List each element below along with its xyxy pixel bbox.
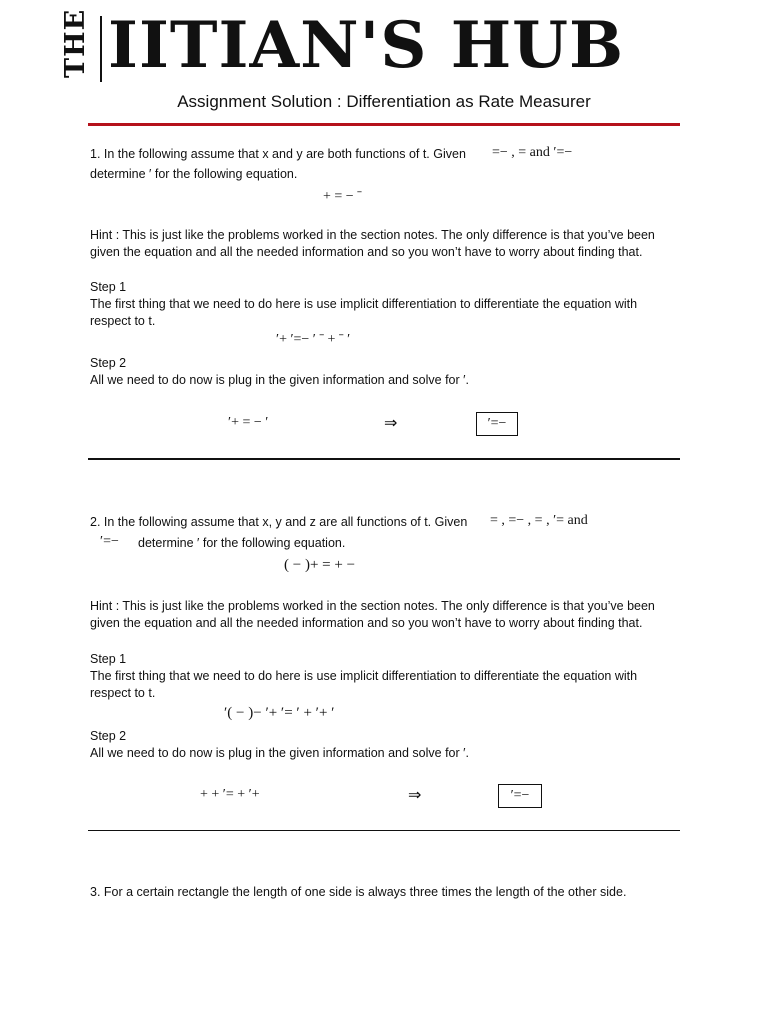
- section-divider-1: [88, 458, 680, 460]
- q2-hint-line2: given the equation and all the needed information and so you won’t have to worry about finding that.: [90, 616, 643, 630]
- q1-step2-line1: All we need to do now is plug in the given information and solve for ′.: [90, 373, 469, 387]
- q2-hint-line1: Hint : This is just like the problems worked in the section notes. The only difference is that you’ve been: [90, 599, 655, 613]
- logo-title: IITIAN'S HUB: [108, 8, 625, 83]
- q1-hint-line2: given the equation and all the needed information and so you won’t have to worry about finding that.: [90, 245, 643, 259]
- q2-given-symbols-2: ′=−: [100, 534, 119, 549]
- page-subtitle: Assignment Solution : Differentiation as Rate Measurer: [177, 92, 591, 111]
- q2-step1-title: Step 1: [90, 652, 127, 666]
- q1-implies-symbol: ⇒: [384, 415, 398, 432]
- q1-step1-equation: ′+ ′=− ′ ˉ + ˉ ′: [276, 332, 351, 347]
- q1-line1: 1. In the following assume that x and y are both functions of t. Given: [90, 147, 466, 161]
- q1-step1-line2: respect to t.: [90, 314, 156, 328]
- q1-step2-equation: ′+ = − ′: [228, 415, 269, 430]
- q1-step2-title: Step 2: [90, 356, 127, 370]
- q1-answer-box: ′=−: [476, 412, 518, 436]
- q1-line2: determine ′ for the following equation.: [90, 167, 298, 181]
- q2-step1-line1: The first thing that we need to do here is use implicit differentiation to differentiate the equation with: [90, 669, 638, 683]
- q2-answer-box: ′=−: [498, 784, 542, 808]
- q1-given-symbols: =− , = and ′=−: [492, 145, 573, 160]
- q2-line2: determine ′ for the following equation.: [138, 536, 346, 550]
- q2-step1-line2: respect to t.: [90, 686, 156, 700]
- section-divider-2: [88, 830, 680, 831]
- logo-prefix: THE: [60, 8, 91, 78]
- q2-step2-equation: + + ′= + ′+: [200, 787, 260, 802]
- q1-step1-line1: The first thing that we need to do here is use implicit differentiation to differentiate the equation with: [90, 297, 638, 311]
- q2-equation: ( − )+ = + −: [284, 557, 356, 573]
- q2-step2-line1: All we need to do now is plug in the given information and solve for ′.: [90, 746, 469, 760]
- q2-line1: 2. In the following assume that x, y and z are all functions of t. Given: [90, 515, 468, 529]
- q1-equation: + = − ˉ: [323, 189, 362, 204]
- logo-divider: [100, 16, 102, 82]
- q1-step1-title: Step 1: [90, 280, 127, 294]
- q3-line1: 3. For a certain rectangle the length of one side is always three times the length of the other side.: [90, 885, 627, 899]
- q1-hint-line1: Hint : This is just like the problems worked in the section notes. The only difference is that you’ve been: [90, 228, 655, 242]
- q2-step1-equation: ′( − )− ′+ ′= ′ + ′+ ′: [224, 705, 335, 721]
- header-rule: [88, 123, 680, 126]
- q2-implies-symbol: ⇒: [408, 787, 422, 804]
- q2-given-symbols: = , =− , = , ′= and: [490, 513, 588, 528]
- q2-step2-title: Step 2: [90, 729, 127, 743]
